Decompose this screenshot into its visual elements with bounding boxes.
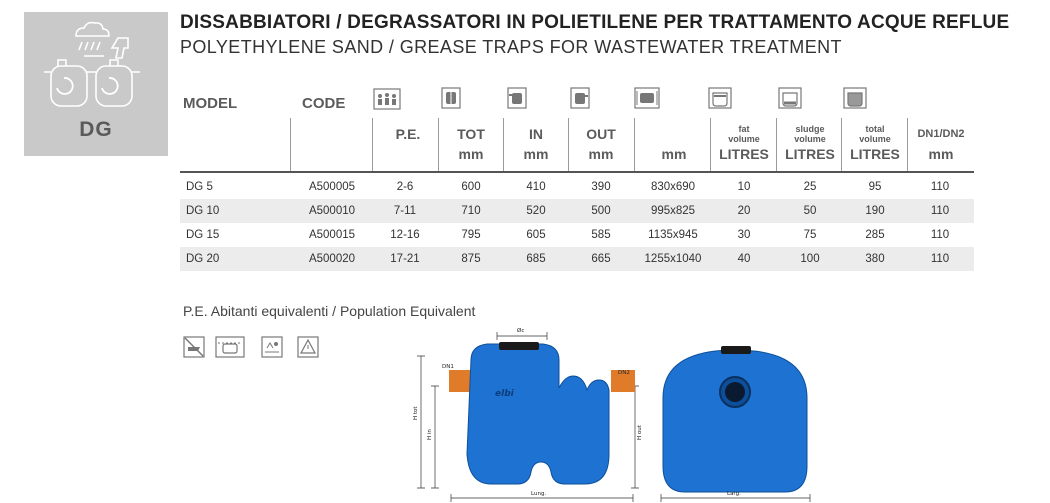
table-cell: DG 5 (186, 181, 213, 193)
table-cell: 285 (865, 229, 885, 241)
out-label: OUT (586, 126, 616, 142)
table-cell: 110 (930, 253, 950, 265)
table-cell: 2-6 (396, 181, 414, 193)
larg-label: Larg. (727, 491, 741, 497)
total-volume-icon (843, 87, 867, 109)
inlet-height-icon (507, 87, 527, 109)
divider (776, 118, 777, 172)
divider (568, 118, 569, 172)
out-unit: mm (588, 146, 614, 162)
table-row (180, 223, 974, 247)
table-row (180, 175, 974, 199)
dn2-label: DN2 (618, 370, 630, 376)
tank-side-view (663, 350, 807, 492)
table-cell: 95 (868, 181, 882, 193)
table-cell: 10 (737, 181, 751, 193)
table-cell: 830x690 (650, 181, 696, 193)
table-row (180, 199, 974, 223)
header-rule (180, 171, 974, 173)
table-cell: DG 10 (186, 205, 220, 217)
total-unit: LITRES (850, 146, 900, 162)
degreaser-category-icon (24, 12, 168, 122)
dimensions-icon (634, 87, 660, 109)
divider (710, 118, 711, 172)
table-cell: 605 (526, 229, 546, 241)
inlet-pipe (449, 370, 471, 392)
sludge-unit: LITRES (785, 146, 835, 162)
total-label: total (865, 124, 885, 134)
table-cell: A500020 (308, 253, 356, 265)
table-cell: 665 (591, 253, 611, 265)
divider (634, 118, 635, 172)
tot-header (442, 124, 500, 164)
manhole-cover-side (721, 346, 751, 354)
table-cell: 710 (461, 205, 481, 217)
dc-label: Øc (517, 328, 525, 334)
pe-note: P.E. Abitanti equivalenti / Population Equivalent (183, 303, 476, 319)
dn-label: DN1/DN2 (917, 128, 965, 140)
table-cell: 995x825 (650, 205, 696, 217)
tank-front-view (467, 344, 609, 484)
table-cell: 1255x1040 (644, 253, 702, 265)
table-cell: 585 (591, 229, 611, 241)
table-cell: 50 (803, 205, 817, 217)
category-tile (24, 12, 168, 156)
water-level-icon (261, 336, 283, 358)
table-cell: 110 (930, 229, 950, 241)
table-cell: 25 (803, 181, 817, 193)
warning-icon (297, 336, 319, 358)
table-cell: A500005 (308, 181, 356, 193)
in-unit: mm (523, 146, 549, 162)
sludge-header (778, 124, 842, 164)
table-cell: 20 (737, 205, 751, 217)
title-italian: DISSABBIATORI / DEGRASSATORI IN POLIETILENE PER TRATTAMENTO ACQUE REFLUE (180, 12, 1010, 33)
htot-label: H tot (413, 406, 419, 420)
no-traffic-icon (183, 336, 205, 358)
table-cell: 7-11 (393, 205, 417, 217)
table-cell: 100 (800, 253, 820, 265)
table-cell: 390 (591, 181, 611, 193)
table-cell: 795 (461, 229, 481, 241)
sludge-label: sludge (795, 124, 825, 134)
fat-unit: LITRES (719, 146, 769, 162)
table-cell: 75 (803, 229, 817, 241)
table-cell: 1135x945 (648, 229, 698, 241)
tot-unit: mm (458, 146, 484, 162)
population-icon (373, 88, 401, 110)
brand-logo: elbi (495, 389, 514, 399)
underground-install-icon (215, 336, 245, 358)
divider (503, 118, 504, 172)
divider (907, 118, 908, 172)
table-cell: 600 (461, 181, 481, 193)
sludge-volume-label: volume (794, 134, 826, 144)
table-cell: 12-16 (390, 229, 420, 241)
tank-drawing (405, 320, 825, 503)
table-cell: 110 (930, 205, 950, 217)
table-cell: 110 (930, 181, 950, 193)
tank-height-icon (441, 87, 461, 109)
table-cell: 380 (865, 253, 885, 265)
hout-label: H out (637, 425, 643, 440)
table-cell: 500 (591, 205, 611, 217)
table-cell: 40 (737, 253, 751, 265)
fat-volume-label: volume (728, 134, 760, 144)
table-cell: DG 20 (186, 253, 220, 265)
divider (290, 118, 291, 172)
dn-header (910, 124, 972, 166)
divider (438, 118, 439, 172)
table-cell: 520 (526, 205, 546, 217)
table-cell: A500010 (308, 205, 356, 217)
table-cell: 30 (737, 229, 751, 241)
table-cell: 875 (461, 253, 481, 265)
table-row (180, 247, 974, 271)
sludge-volume-icon (778, 87, 802, 109)
manhole-cover (499, 342, 539, 350)
table-cell: 190 (865, 205, 885, 217)
category-code: DG (79, 118, 113, 141)
table-cell: 410 (526, 181, 546, 193)
table-cell: A500015 (308, 229, 356, 241)
dn-unit: mm (928, 146, 954, 162)
table-cell: DG 15 (186, 229, 220, 241)
total-volume-label: volume (859, 134, 891, 144)
fat-header (712, 124, 776, 164)
in-label: IN (529, 126, 543, 142)
out-header (572, 124, 630, 164)
dn1-label: DN1 (442, 364, 454, 370)
model-header: MODEL (183, 95, 238, 112)
table-cell: 685 (526, 253, 546, 265)
fat-label: fat (738, 124, 750, 134)
tot-label: TOT (457, 126, 485, 142)
pe-header: P.E. (395, 126, 421, 142)
dim-header: mm (661, 146, 687, 162)
divider (841, 118, 842, 172)
hin-label: H in (427, 429, 433, 440)
pipe-hole (725, 382, 745, 402)
title-english: POLYETHYLENE SAND / GREASE TRAPS FOR WASTEWATER TREATMENT (180, 37, 842, 57)
code-header: CODE (302, 95, 346, 112)
lung-label: Lung. (531, 491, 547, 497)
table-cell: 17-21 (390, 253, 420, 265)
divider (372, 118, 373, 172)
total-header (843, 124, 907, 164)
outlet-height-icon (570, 87, 590, 109)
fat-volume-icon (708, 87, 732, 109)
in-header (507, 124, 565, 164)
